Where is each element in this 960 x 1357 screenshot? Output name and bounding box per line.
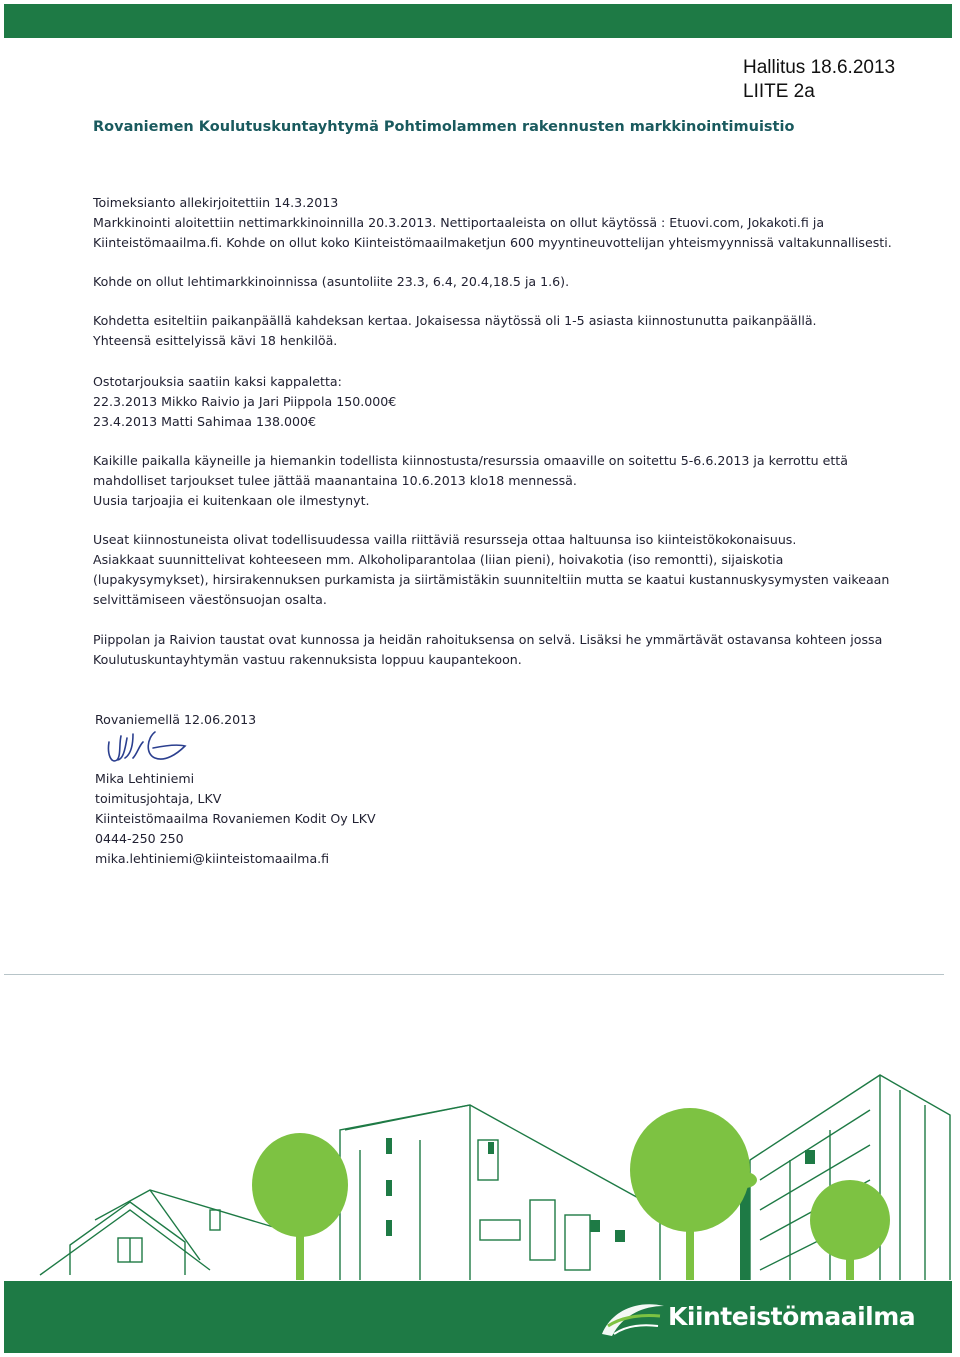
top-brand-bar [4,4,952,38]
text-line: 23.4.2013 Matti Sahimaa 138.000€ [93,414,317,429]
text-line: 22.3.2013 Mikko Raivio ja Jari Piippola 150.000€ [93,394,397,409]
attachment-label: LIITE 2a [743,81,815,102]
signer-company: Kiinteistömaailma Rovaniemen Kodit Oy LKV [95,811,376,826]
text-line: mahdolliset tarjoukset tulee jättää maanantaina 10.6.2013 klo18 mennessä. [93,473,577,488]
text-line: Yhteensä esittelyissä kävi 18 henkilöä. [93,333,338,348]
paragraph-offers [93,372,396,432]
paragraph-showings [93,311,817,351]
meeting-header [743,56,895,104]
text-line: Toimeksianto allekirjoitettiin 14.3.2013 [93,195,339,210]
paragraph-buyers [93,630,882,670]
document-title: Rovaniemen Koulutuskuntayhtymä Pohtimolammen rakennusten markkinointimuistio [93,119,795,135]
signer-name: Mika Lehtiniemi [95,771,195,786]
signature-block [95,769,376,869]
text-line: Piippolan ja Raivion taustat ovat kunnossa ja heidän rahoituksensa on selvä. Lisäksi he ymmärtävät ostavansa kohteen jossa [93,632,883,647]
signer-phone: 0444-250 250 [95,831,184,846]
text-line: Uusia tarjoajia ei kuitenkaan ole ilmestynyt. [93,493,370,508]
paragraph-interested [93,530,889,610]
brand-logo-text: Kiinteistömaailma [668,1302,916,1331]
handwritten-signature [103,724,193,772]
text-line: Kiinteistömaailma.fi. Kohde on ollut koko Kiinteistömaailmaketjun 600 myyntineuvottelijan yhteismyynnissä valtakunnallisesti. [93,235,892,250]
buildings-illustration [0,1070,960,1282]
text-line: selvittämiseen väestönsuojan osalta. [93,592,327,607]
meeting-label: Hallitus 18.6.2013 [743,57,896,78]
text-line: Useat kiinnostuneista olivat todellisuudessa vailla riittäviä resursseja ottaa haltuunsa iso kiinteistökokonaisuus. [93,532,797,547]
text-line: Kohdetta esiteltiin paikanpäällä kahdeksan kertaa. Jokaisessa näytössä oli 1-5 asiasta kiinnostunutta paikanpäällä. [93,313,817,328]
text-line: (lupakysymykset), hirsirakennuksen purkamista ja siirtämistäkin suunniteltiin mutta se kaatui kustannuskysymysten vaikeaan [93,572,890,587]
paragraph-calls [93,451,848,511]
text-line: Kohde on ollut lehtimarkkinoinnissa (asuntoliite 23.3, 6.4, 20.4,18.5 ja 1.6). [93,274,570,289]
text-line: Koulutuskuntayhtymän vastuu rakennuksista loppuu kaupantekoon. [93,652,522,667]
text-line: Ostotarjouksia saatiin kaksi kappaletta: [93,374,342,389]
paragraph-print-ads [93,272,569,292]
divider [4,974,944,975]
place-date: Rovaniemellä 12.06.2013 [95,712,257,727]
text-line: Markkinointi aloitettiin nettimarkkinoinnilla 20.3.2013. Nettiportaaleista on ollut käytössä : Etuovi.com, Jokakoti.fi ja [93,215,825,230]
text-line: Kaikille paikalla käyneille ja hiemankin todellista kiinnostusta/resurssia omaaville on soitettu 5-6.6.2013 ja kerrottu että [93,453,848,468]
swoosh-logo-icon [598,1296,668,1340]
signer-email: mika.lehtiniemi@kiinteistomaailma.fi [95,851,330,866]
paragraph-assignment [93,193,892,253]
signer-title: toimitusjohtaja, LKV [95,791,222,806]
text-line: Asiakkaat suunnittelivat kohteeseen mm. Alkoholiparantolaa (liian pieni), hoivakotia (iso remontti), sijaiskotia [93,552,784,567]
